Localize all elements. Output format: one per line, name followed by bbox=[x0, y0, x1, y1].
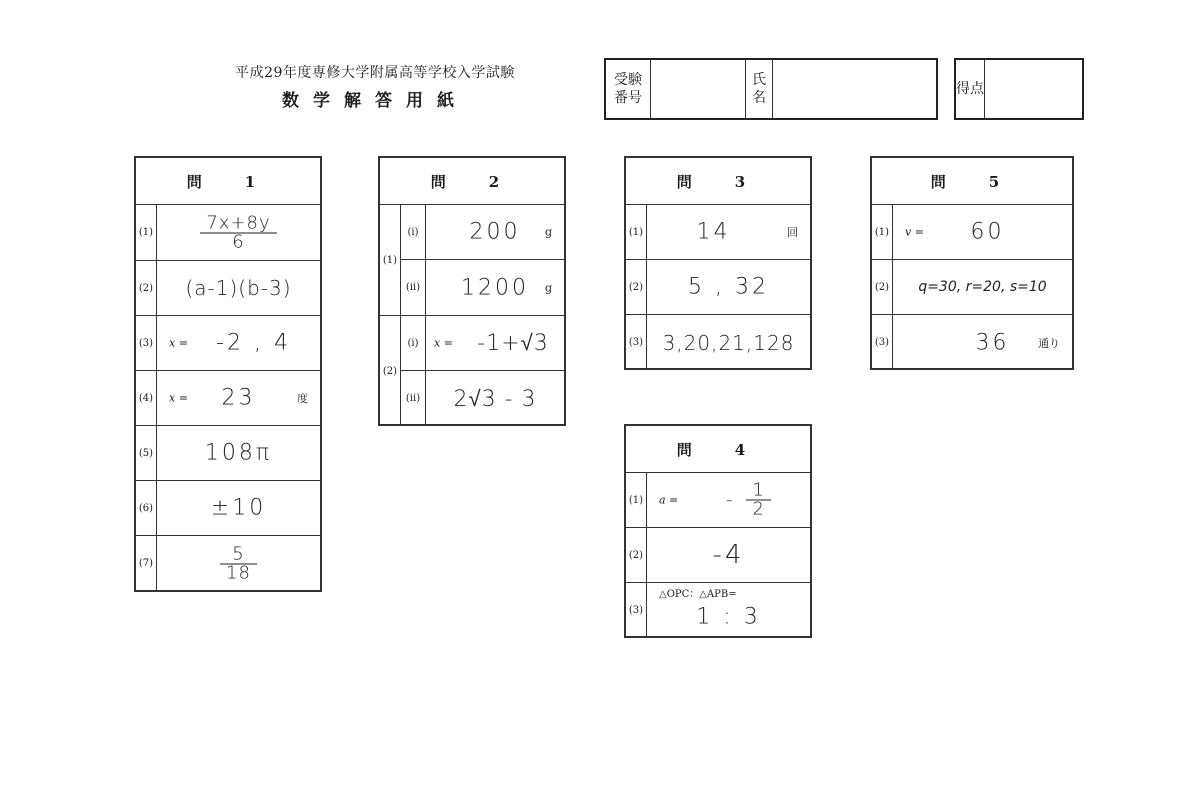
q1-answer: -2 , 4 bbox=[216, 330, 291, 356]
q4-title: 問 4 bbox=[626, 426, 810, 473]
exam-number-label: 受験番号 bbox=[606, 60, 651, 118]
q3-answer-cell[interactable] bbox=[647, 205, 810, 259]
fraction bbox=[200, 214, 276, 251]
answer-sheet-title: 数学解答用紙 bbox=[282, 91, 468, 111]
q1-row-num: (7) bbox=[136, 536, 157, 591]
q2-sub-num: (ⅱ) bbox=[401, 371, 426, 426]
denominator: 18 bbox=[226, 562, 251, 583]
q4-row-3 bbox=[626, 583, 810, 638]
numerator: 7x+8y bbox=[200, 214, 276, 233]
denominator: 2 bbox=[752, 498, 765, 520]
q5-answer-cell[interactable] bbox=[893, 205, 1072, 259]
q2-title: 問 2 bbox=[380, 158, 564, 205]
q4-answer-cell[interactable] bbox=[647, 528, 810, 582]
q2-group-1 bbox=[380, 205, 564, 316]
q5-answer-cell[interactable] bbox=[893, 260, 1072, 314]
ratio-label: △OPC：△APB= bbox=[659, 589, 737, 600]
q1-answer-cell[interactable] bbox=[157, 481, 320, 535]
q4-row-num: (2) bbox=[626, 528, 647, 582]
q3-row-num: (2) bbox=[626, 260, 647, 314]
q5-row-2 bbox=[872, 260, 1072, 315]
numerator: 5 bbox=[220, 545, 257, 564]
q1-answer bbox=[157, 214, 320, 251]
q2-group-num: (1) bbox=[380, 205, 401, 315]
q2-group-num: (2) bbox=[380, 316, 401, 426]
q2-row bbox=[401, 316, 564, 371]
q3-row-2 bbox=[626, 260, 810, 315]
q5-table bbox=[870, 156, 1074, 370]
q5-answer: 36 bbox=[975, 330, 1010, 355]
score-box bbox=[954, 58, 1084, 120]
q4-answer: 1 : 3 bbox=[696, 604, 761, 630]
q4-answer-cell[interactable] bbox=[647, 473, 810, 527]
q1-answer: 23 bbox=[221, 385, 256, 411]
q2-row bbox=[401, 260, 564, 315]
q1-row-4 bbox=[136, 371, 320, 426]
q1-answer: (a-1)(b-3) bbox=[185, 276, 292, 300]
exam-number-field[interactable] bbox=[651, 60, 746, 118]
q5-answer-cell[interactable] bbox=[893, 315, 1072, 370]
q1-row-7 bbox=[136, 536, 320, 591]
q1-table bbox=[134, 156, 322, 592]
q1-row-num: (2) bbox=[136, 261, 157, 315]
q1-answer-cell[interactable] bbox=[157, 536, 320, 591]
answer-unit: 度 bbox=[297, 392, 308, 405]
q4-table bbox=[624, 424, 812, 638]
answer-unit: g bbox=[544, 225, 552, 239]
q1-row-1 bbox=[136, 205, 320, 261]
q1-answer-cell[interactable] bbox=[157, 261, 320, 315]
q4-answer: -4 bbox=[712, 540, 745, 570]
q3-table bbox=[624, 156, 812, 370]
score-field[interactable] bbox=[985, 60, 1082, 118]
answer-prefix: x = bbox=[434, 336, 453, 350]
q1-answer bbox=[157, 545, 320, 582]
q3-row-num: (3) bbox=[626, 315, 647, 370]
answer-prefix: x = bbox=[169, 336, 188, 350]
score-label: 得点 bbox=[956, 60, 985, 118]
q2-sub-num: (ⅰ) bbox=[401, 316, 426, 370]
q1-answer-cell[interactable] bbox=[157, 316, 320, 370]
fraction bbox=[220, 545, 257, 582]
q3-row-num: (1) bbox=[626, 205, 647, 259]
q2-answer-cell[interactable] bbox=[426, 316, 564, 370]
q5-answer: q=30, r=20, s=10 bbox=[918, 279, 1047, 295]
q3-answer: 3,20,21,128 bbox=[662, 330, 795, 355]
q3-answer-cell[interactable] bbox=[647, 260, 810, 314]
exam-title: 平成29年度専修大学附属高等学校入学試験 bbox=[235, 65, 515, 81]
q1-answer-cell[interactable] bbox=[157, 205, 320, 260]
q4-row-num: (3) bbox=[626, 583, 647, 638]
q4-row-1 bbox=[626, 473, 810, 528]
answer-unit: 回 bbox=[787, 226, 798, 239]
q2-answer-cell[interactable] bbox=[426, 371, 564, 426]
q3-title: 問 3 bbox=[626, 158, 810, 205]
q5-row-3 bbox=[872, 315, 1072, 370]
numerator: 1 bbox=[746, 482, 770, 501]
q1-answer-cell[interactable] bbox=[157, 371, 320, 425]
q1-row-num: (3) bbox=[136, 316, 157, 370]
answer-prefix: v = bbox=[905, 225, 924, 239]
q5-row-1 bbox=[872, 205, 1072, 260]
q1-row-num: (5) bbox=[136, 426, 157, 480]
q1-answer-cell[interactable] bbox=[157, 426, 320, 480]
q2-row bbox=[401, 371, 564, 426]
q3-answer: 5 , 32 bbox=[688, 274, 769, 300]
q5-row-num: (2) bbox=[872, 260, 893, 314]
q5-answer: 60 bbox=[970, 219, 1005, 245]
q2-answer-cell[interactable] bbox=[426, 260, 564, 315]
q3-answer: 14 bbox=[696, 219, 731, 245]
q1-row-5 bbox=[136, 426, 320, 481]
q5-title: 問 5 bbox=[872, 158, 1072, 205]
denominator: 6 bbox=[232, 231, 245, 252]
q1-row-num: (6) bbox=[136, 481, 157, 535]
answer-prefix: x = bbox=[169, 391, 188, 405]
exam-id-box bbox=[604, 58, 938, 120]
answer-prefix: a = bbox=[659, 493, 679, 507]
q2-answer: 200 bbox=[469, 219, 521, 245]
q5-row-num: (1) bbox=[872, 205, 893, 259]
q1-row-num: (1) bbox=[136, 205, 157, 260]
q5-row-num: (3) bbox=[872, 315, 893, 370]
name-field[interactable] bbox=[773, 60, 936, 118]
q1-title: 問 1 bbox=[136, 158, 320, 205]
q4-row-num: (1) bbox=[626, 473, 647, 527]
q4-answer-cell[interactable] bbox=[647, 583, 810, 638]
q1-answer: ±10 bbox=[210, 495, 267, 521]
answer-unit: g bbox=[544, 281, 552, 294]
q1-row-num: (4) bbox=[136, 371, 157, 425]
q1-row-6 bbox=[136, 481, 320, 536]
q4-answer bbox=[647, 479, 810, 520]
q2-answer-cell[interactable] bbox=[426, 205, 564, 259]
q2-answer: 2√3 - 3 bbox=[453, 386, 537, 412]
q3-row-3 bbox=[626, 315, 810, 370]
q2-group-2 bbox=[380, 316, 564, 426]
fraction bbox=[746, 479, 770, 520]
answer-sign: - bbox=[726, 489, 734, 511]
q2-sub-num: (ⅰ) bbox=[401, 205, 426, 259]
q3-row-1 bbox=[626, 205, 810, 260]
q2-row bbox=[401, 205, 564, 260]
q2-table bbox=[378, 156, 566, 426]
name-label: 氏名 bbox=[746, 60, 773, 118]
q2-answer: -1+√3 bbox=[477, 331, 549, 356]
q1-answer: 108π bbox=[204, 440, 273, 466]
q4-row-2 bbox=[626, 528, 810, 583]
answer-unit: 通り bbox=[1038, 336, 1060, 350]
q3-answer-cell[interactable] bbox=[647, 315, 810, 370]
q1-row-3 bbox=[136, 316, 320, 371]
q2-answer: 1200 bbox=[461, 275, 529, 300]
q1-row-2 bbox=[136, 261, 320, 316]
q2-sub-num: (ⅱ) bbox=[401, 260, 426, 315]
